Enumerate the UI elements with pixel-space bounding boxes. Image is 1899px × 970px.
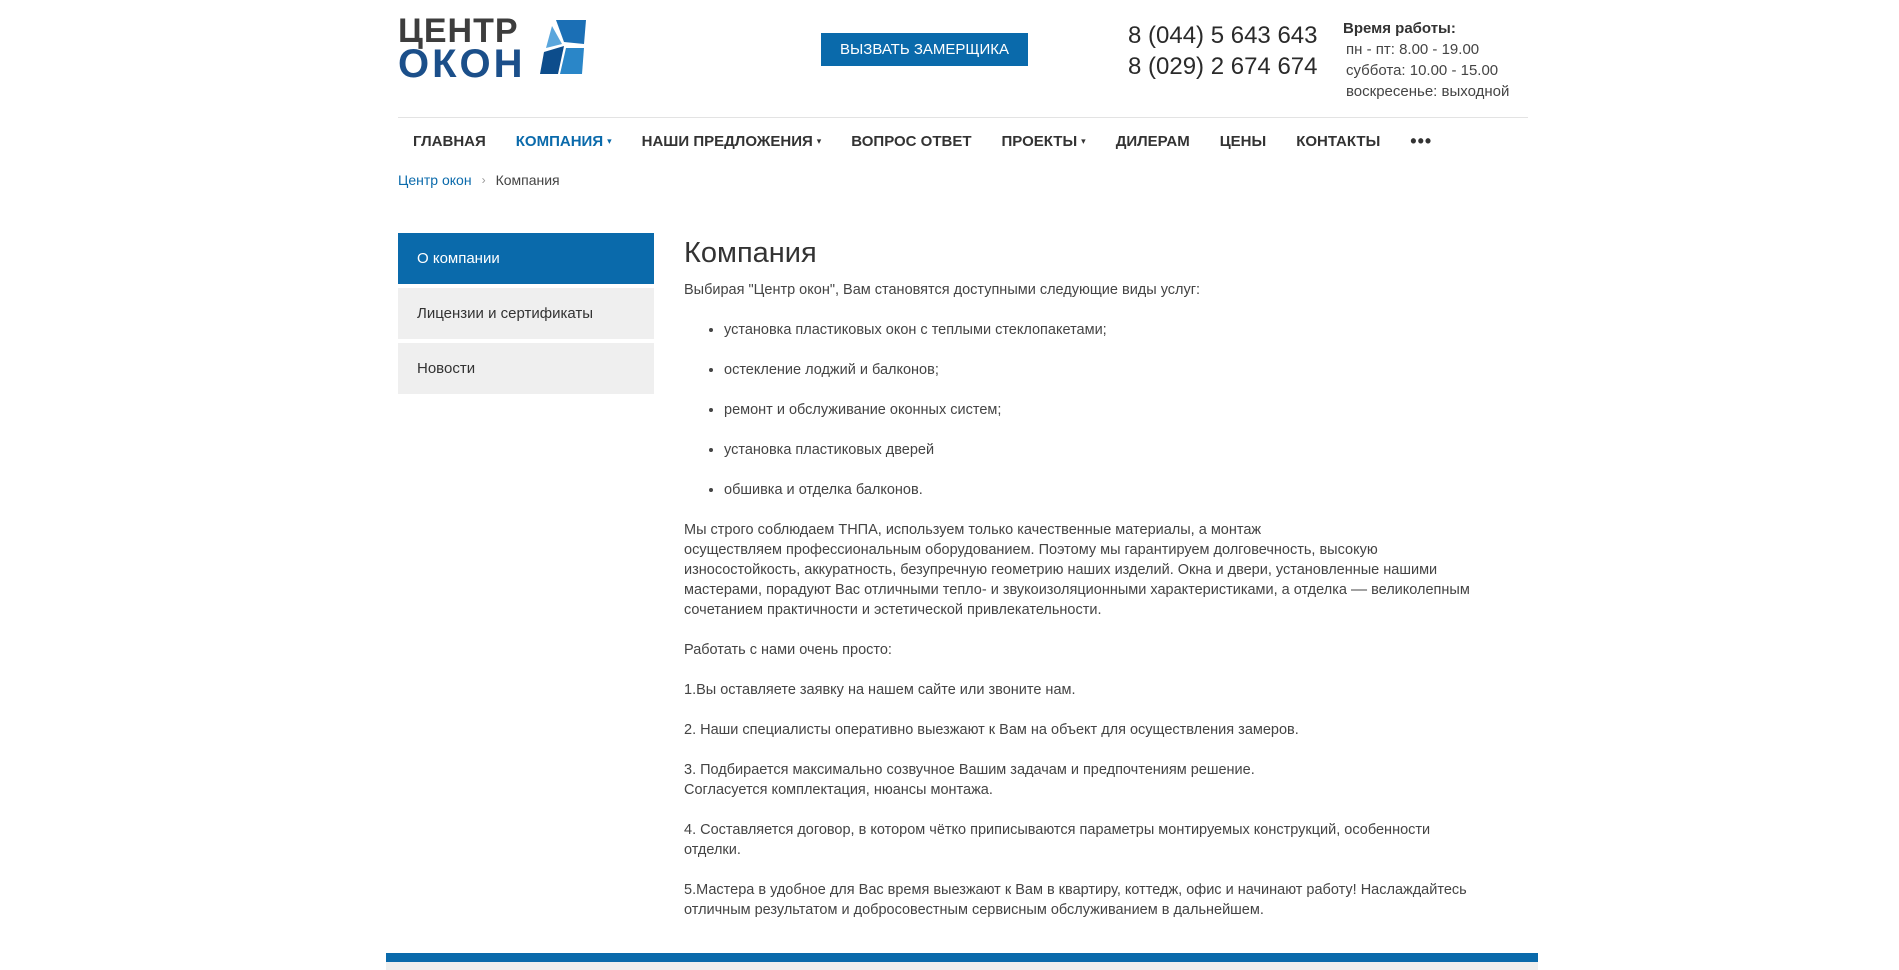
sidebar-menu (398, 233, 654, 398)
sidebar-item-label: О компании (417, 250, 500, 267)
logo-text-line1: ЦЕНТР (398, 12, 519, 50)
logo[interactable] (398, 12, 598, 86)
working-hours (1343, 18, 1509, 102)
nav-item-prices[interactable] (1220, 133, 1266, 150)
nav-item-label: ЦЕНЫ (1219, 132, 1267, 150)
text-line: мастерами, порадуют Вас отличными тепло- и звукоизоляционными характеристиками, а отделка –– великолепным (684, 582, 1470, 598)
step-1: 1.Вы оставляете заявку на нашем сайте или звоните нам. (684, 682, 1076, 698)
intro-text: Выбирая "Центр окон", Вам становятся доступными следующие виды услуг: (684, 282, 1201, 298)
call-measurer-button[interactable]: ВЫЗВАТЬ ЗАМЕРЩИКА (821, 33, 1028, 66)
text-line: Согласуется комплектация, нюансы монтажа. (684, 782, 993, 798)
text-line: осуществляем профессиональным оборудованием. Поэтому мы гарантируем долговечность, высокую (684, 542, 1378, 558)
text-line: износостойкость, аккуратность, безупречную геометрию наших изделий. Окна и двери, установленные нашими (684, 562, 1438, 578)
window-logo-icon (538, 18, 588, 76)
nav-item-label: КОМПАНИЯ (515, 132, 604, 150)
step-4 (684, 820, 1524, 860)
more-horizontal-icon[interactable]: ••• (1410, 130, 1433, 151)
working-hours-weekdays: пн - пт: 8.00 - 19.00 (1346, 41, 1480, 58)
nav-item-label: КОНТАКТЫ (1296, 132, 1381, 150)
list-item: • установка пластиковых окон с теплыми стеклопакетами; (724, 320, 1524, 340)
text-line: 3. Подбирается максимально созвучное Вашим задачам и предпочтениям решение. (684, 762, 1255, 778)
text-line: отличным результатом и добросовестным сервисным обслуживанием в дальнейшем. (684, 902, 1264, 918)
services-list (684, 320, 1524, 500)
quality-paragraph (684, 520, 1524, 620)
sidebar-item-label: Новости (417, 360, 476, 377)
work-intro: Работать с нами очень просто: (684, 642, 892, 658)
nav-item-label: ВОПРОС ОТВЕТ (851, 132, 972, 150)
main-content (684, 234, 1524, 940)
nav-item-home[interactable] (413, 133, 486, 150)
nav-item-company[interactable] (516, 133, 612, 150)
chevron-down-icon: ▾ (607, 135, 612, 146)
chevron-down-icon: ▾ (816, 135, 822, 146)
text-line: Мы строго соблюдаем ТНПА, используем только качественные материалы, а монтаж (684, 522, 1262, 538)
nav-item-offers[interactable] (642, 133, 822, 150)
phone-number-2[interactable]: 8 (029) 2 674 674 (1128, 53, 1318, 80)
breadcrumb-current: Компания (495, 172, 560, 188)
step-2: 2. Наши специалисты оперативно выезжают к Вам на объект для осуществления замеров. (684, 722, 1299, 738)
nav-item-dealers[interactable] (1116, 133, 1190, 150)
list-item: • установка пластиковых дверей (724, 440, 1524, 460)
sidebar-item-about[interactable] (398, 233, 654, 284)
nav-item-projects[interactable] (1002, 133, 1086, 150)
breadcrumb-home-link[interactable]: Центр окон (398, 172, 472, 188)
nav-item-label: ГЛАВНАЯ (413, 132, 486, 150)
phone-number-1[interactable]: 8 (044) 5 643 643 (1128, 22, 1318, 49)
nav-item-label: ДИЛЕРАМ (1115, 132, 1190, 150)
sidebar-item-licenses[interactable] (398, 288, 654, 339)
nav-item-contacts[interactable] (1296, 133, 1380, 150)
nav-item-label: НАШИ ПРЕДЛОЖЕНИЯ (641, 132, 813, 150)
text-line: сочетанием практичности и эстетической привлекательности. (684, 602, 1102, 618)
step-5 (684, 880, 1524, 920)
chevron-right-icon: › (481, 173, 486, 187)
text-line: отделки. (684, 842, 741, 858)
main-nav (398, 117, 1528, 164)
working-hours-title: Время работы: (1343, 20, 1456, 37)
nav-item-faq[interactable] (851, 133, 971, 150)
phone-block (1128, 20, 1317, 82)
nav-item-label: ПРОЕКТЫ (1001, 132, 1078, 150)
logo-text-line2: ОКОН (398, 42, 526, 86)
chevron-down-icon: ▾ (1081, 135, 1086, 146)
page-title: Компания (684, 237, 817, 269)
list-item: • ремонт и обслуживание оконных систем; (724, 400, 1524, 420)
list-item: • остекление лоджий и балконов; (724, 360, 1524, 380)
breadcrumb (398, 172, 560, 188)
footer-background (386, 962, 1538, 970)
list-item: • обшивка и отделка балконов. (724, 480, 1524, 500)
working-hours-saturday: суббота: 10.00 - 15.00 (1346, 62, 1499, 79)
text-line: 5.Мастера в удобное для Вас время выезжают к Вам в квартиру, коттедж, офис и начинают работу! Наслаждайтесь (684, 882, 1467, 898)
working-hours-sunday: воскресенье: выходной (1346, 83, 1510, 100)
sidebar-item-label: Лицензии и сертификаты (417, 305, 594, 322)
sidebar-item-news[interactable] (398, 343, 654, 394)
footer-top-bar (386, 953, 1538, 962)
text-line: 4. Составляется договор, в котором чётко приписываются параметры монтируемых конструкций, особенности (684, 822, 1431, 838)
step-3 (684, 760, 1524, 800)
